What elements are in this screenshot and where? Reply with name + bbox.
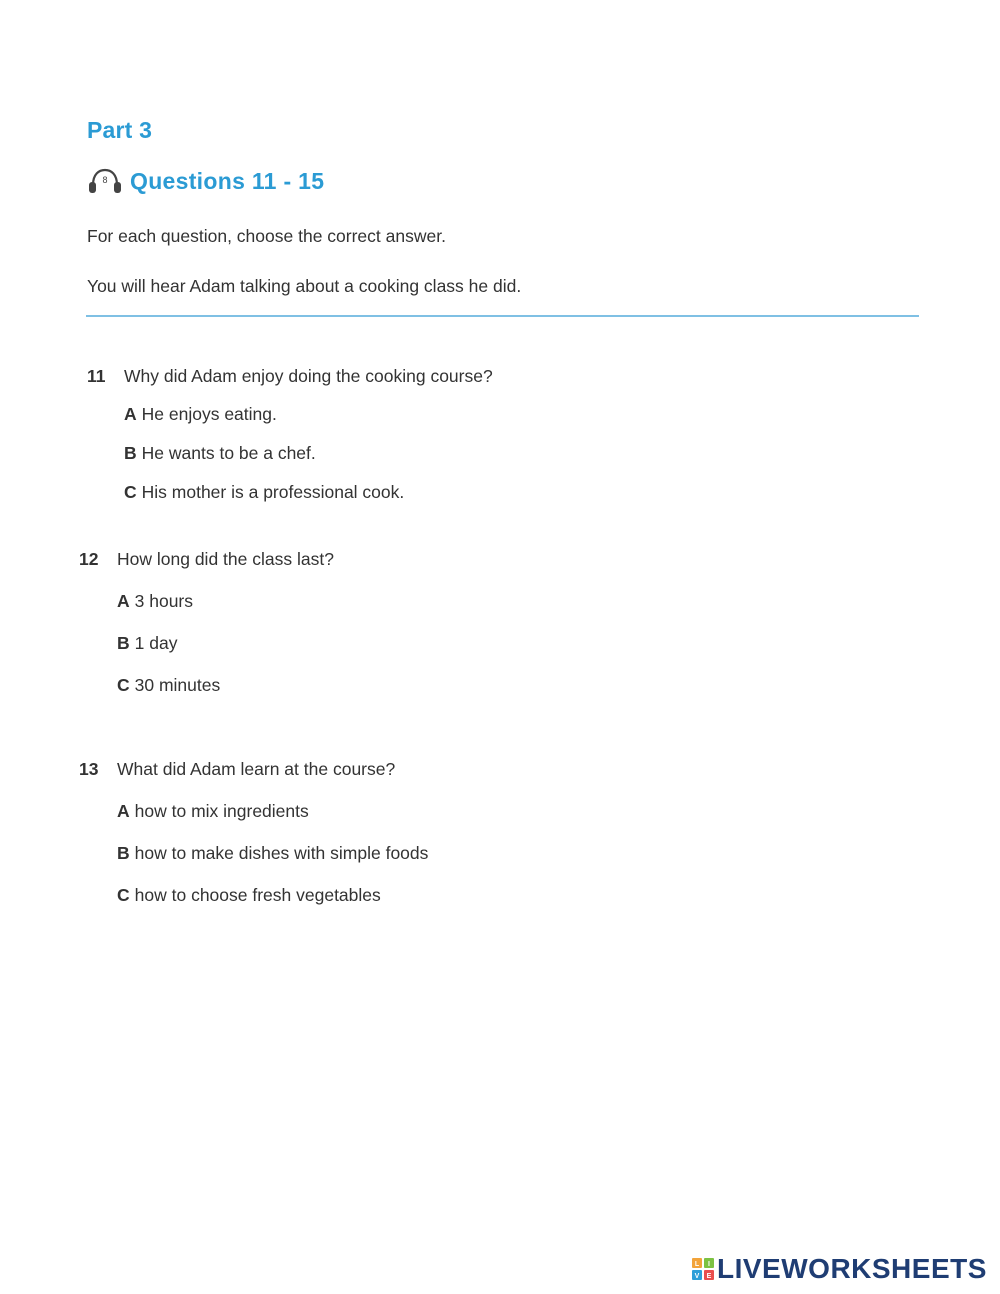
option-text: 1 day — [134, 633, 178, 653]
answer-option[interactable] — [117, 591, 193, 612]
option-text: 30 minutes — [134, 675, 221, 695]
question-number: 12 — [79, 549, 99, 569]
question-number: 13 — [79, 759, 99, 779]
option-letter: A — [124, 404, 137, 424]
questions-title: Questions 11 - 15 — [130, 167, 325, 194]
option-letter: C — [117, 885, 130, 905]
answer-option[interactable] — [124, 443, 316, 464]
logo-tile-letter: V — [694, 1273, 700, 1280]
option-letter: A — [117, 591, 130, 611]
option-text: how to choose fresh vegetables — [134, 885, 381, 905]
logo-grid-icon — [692, 1258, 714, 1280]
logo-tile-letter: E — [706, 1273, 712, 1280]
option-letter: B — [117, 843, 130, 863]
headphones-icon[interactable] — [87, 167, 123, 195]
option-text: He wants to be a chef. — [141, 443, 316, 463]
option-letter: C — [117, 675, 130, 695]
answer-option[interactable] — [124, 482, 404, 503]
answer-option[interactable] — [117, 885, 381, 906]
option-letter: C — [124, 482, 137, 502]
option-text: how to make dishes with simple foods — [134, 843, 429, 863]
answer-option[interactable] — [117, 675, 220, 696]
question-text: How long did the class last? — [117, 549, 334, 569]
option-letter: A — [117, 801, 130, 821]
questions-heading — [87, 167, 324, 195]
option-text: how to mix ingredients — [134, 801, 309, 821]
option-text: 3 hours — [134, 591, 194, 611]
logo-tile-letter: L — [694, 1261, 700, 1268]
option-text: He enjoys eating. — [141, 404, 277, 424]
divider-rule — [86, 315, 919, 317]
logo-text: LIVEWORKSHEETS — [717, 1253, 987, 1284]
option-letter: B — [124, 443, 137, 463]
logo-tile-letter: I — [708, 1261, 710, 1268]
option-letter: B — [117, 633, 130, 653]
question-text: What did Adam learn at the course? — [117, 759, 396, 779]
instruction-context: You will hear Adam talking about a cooking class he did. — [87, 276, 522, 296]
answer-option[interactable] — [124, 404, 277, 425]
question-number: 11 — [87, 366, 106, 386]
instruction-choose: For each question, choose the correct answer. — [87, 226, 446, 246]
part-title: Part 3 — [87, 117, 153, 143]
answer-option[interactable] — [117, 633, 177, 654]
option-text: His mother is a professional cook. — [141, 482, 405, 502]
answer-option[interactable] — [117, 801, 309, 822]
liveworksheets-logo[interactable] — [692, 1253, 987, 1285]
track-number: 8 — [102, 175, 108, 185]
question-text: Why did Adam enjoy doing the cooking course? — [124, 366, 493, 386]
answer-option[interactable] — [117, 843, 428, 864]
